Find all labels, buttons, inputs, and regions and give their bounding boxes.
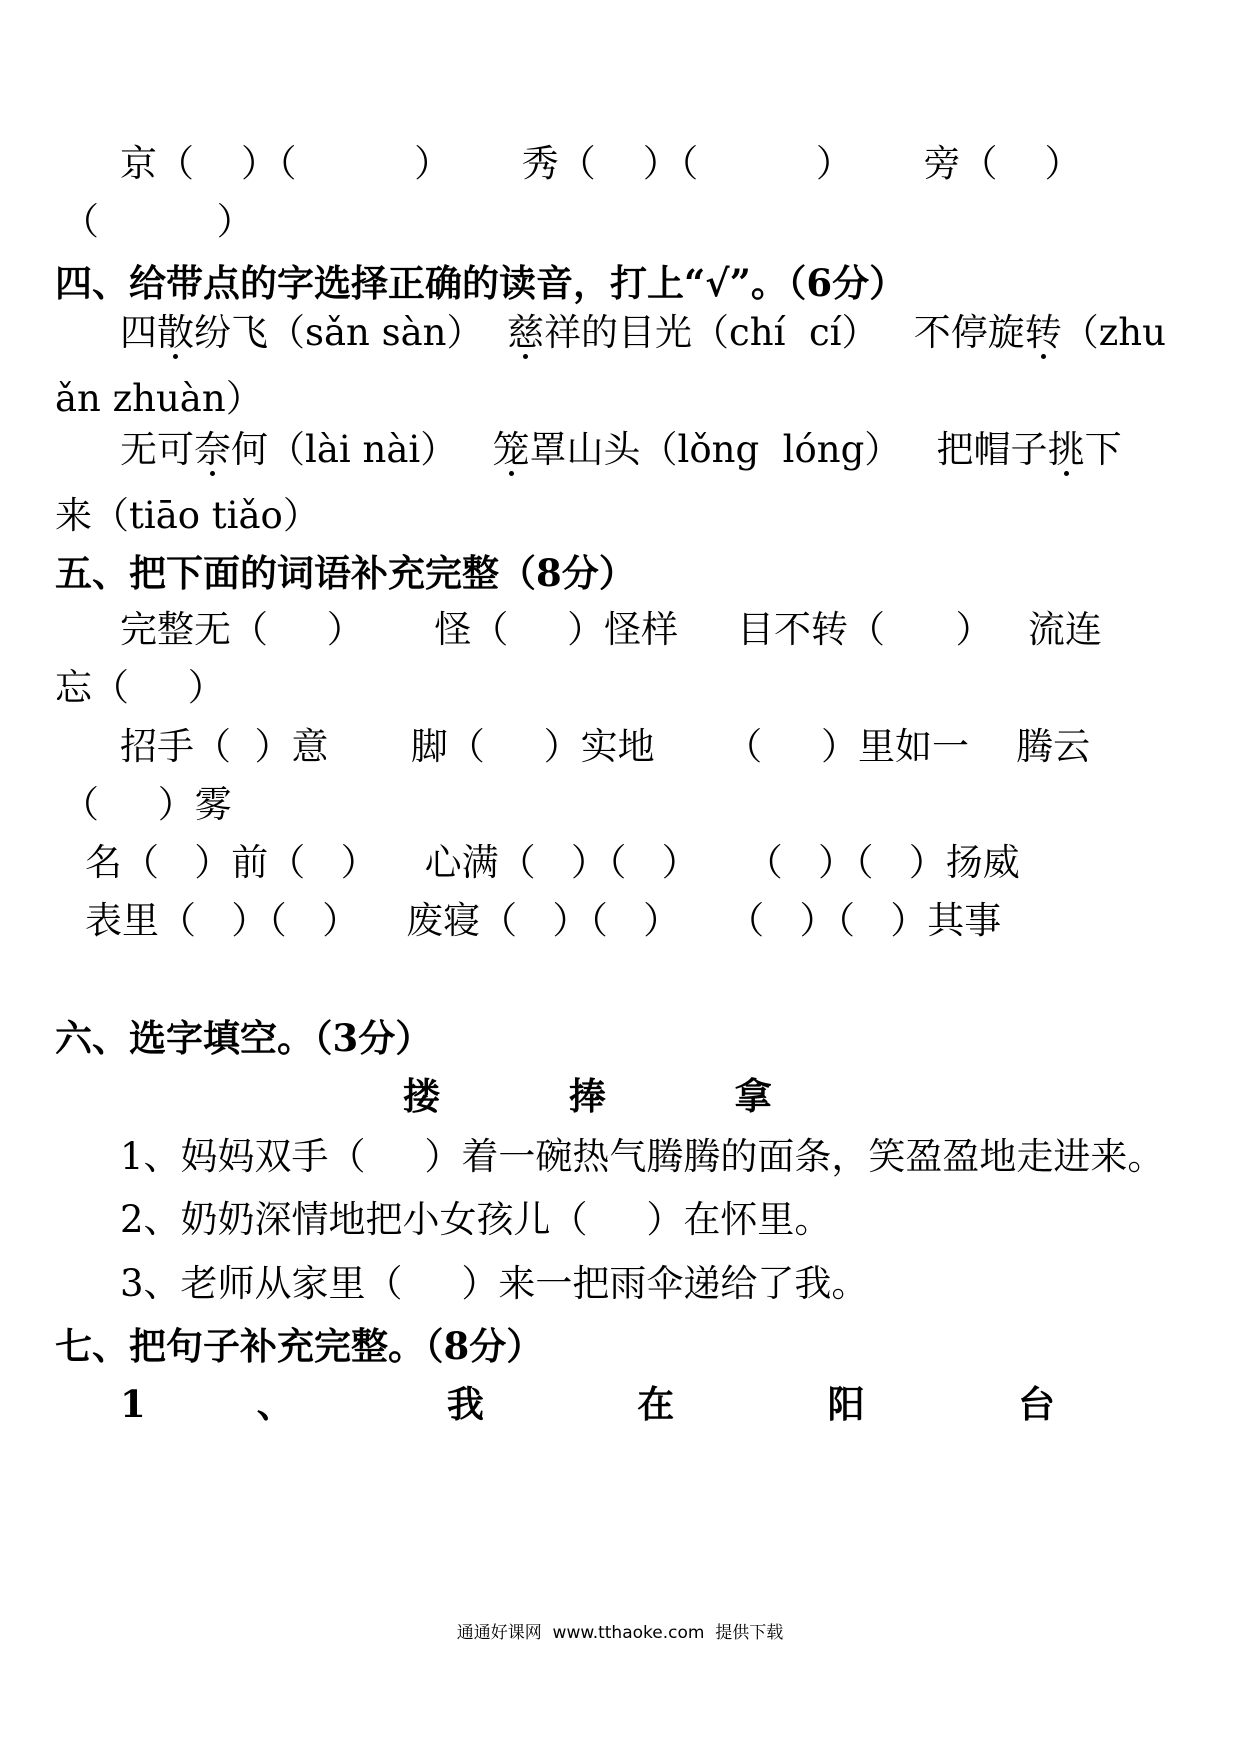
q4-text: 何（lài nài） (231, 428, 493, 471)
q4-text: （zhu (1061, 311, 1166, 354)
q5-line-3: 招手（ ）意 脚（ ）实地 （ ）里如一 腾云 (120, 725, 1091, 768)
q6-sentence-3: 3、老师从家里（ ）来一把雨伞递给了我。 (120, 1262, 869, 1305)
q4-text: 无可 (120, 428, 194, 471)
dotted-char: 笼 (492, 428, 530, 471)
q5-line-4: （ ）雾 (62, 783, 232, 826)
q5-line-1: 完整无（ ） 怪（ ）怪样 目不转（ ） 流连 (120, 608, 1102, 651)
q7-title: 七、把句子补充完整。（8分） (55, 1324, 544, 1368)
q4-line-2: ǎn zhuàn） (55, 377, 263, 420)
q4-text: 下 (1084, 428, 1122, 471)
dotted-char: 奈 (194, 428, 231, 471)
q5-line-5: 名（ ）前（ ） 心满（ ）（ ） （ ）（ ）扬威 (85, 841, 1020, 884)
q3-line-2: （ ） (62, 200, 254, 243)
q5-line-2: 忘（ ） (55, 666, 225, 709)
q6-sentence-1: 1、妈妈双手（ ）着一碗热气腾腾的面条，笑盈盈地走进来。 (120, 1135, 1165, 1178)
dotted-char: 挑 (1047, 428, 1085, 471)
q5-title: 五、把下面的词语补充完整（8分） (55, 551, 636, 595)
q6-choices: 搂 捧 拿 (403, 1074, 772, 1118)
dotted-char: 转 (1024, 311, 1062, 354)
q4-text: 四 (120, 311, 157, 354)
q7-sentence-1: 1 、 我 在 阳 台 (120, 1382, 1055, 1426)
q4-text: 纷飞（sǎn sàn） (194, 311, 508, 354)
footer-source: 通通好课网 www.tthaoke.com 提供下载 (456, 1623, 784, 1643)
q6-title: 六、选字填空。（3分） (55, 1016, 433, 1060)
q4-line-1 (120, 311, 1166, 355)
q4-text: 祥的目光（chí cí） 不停旋 (544, 311, 1025, 354)
q3-line-1: 京（ ）（ ） 秀（ ）（ ） 旁（ ） (120, 142, 1082, 185)
q4-line-4: 来（tiāo tiǎo） (55, 494, 320, 537)
dotted-char: 散 (157, 311, 194, 354)
dotted-char: 慈 (507, 311, 545, 354)
q4-line-3 (120, 428, 1122, 472)
q6-sentence-2: 2、奶奶深情地把小女孩儿（ ）在怀里。 (120, 1198, 832, 1241)
q5-line-6: 表里（ ）（ ） 废寝（ ）（ ） （ ）（ ）其事 (85, 899, 1002, 942)
q4-text: 罩山头（lǒng lóng） 把帽子 (529, 428, 1048, 471)
q4-title: 四、给带点的字选择正确的读音，打上“√”。（6分） (55, 261, 907, 305)
